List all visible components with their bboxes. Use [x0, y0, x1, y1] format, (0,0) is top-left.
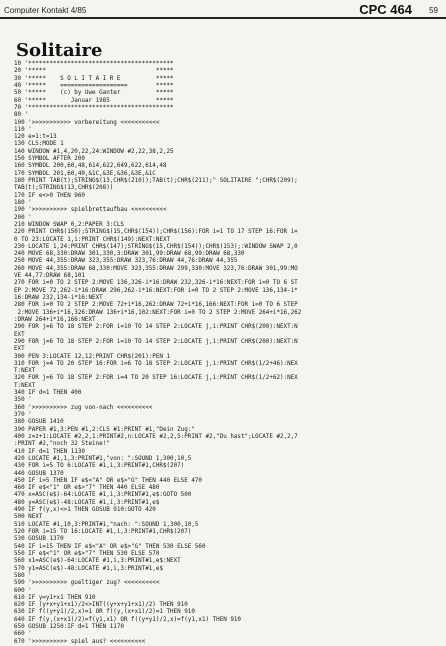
code-line: 470 x=ASC(e$)-64:LOCATE #1,i,3:PRINT#1,e$:GOTO 500 — [14, 492, 192, 499]
code-line: 40 '***** =================== ***** — [14, 82, 174, 89]
code-line: 380 GOSUB 1410 — [14, 419, 64, 426]
code-line: 100 '>>>>>>>>>>> vorbereitung <<<<<<<<<<< — [14, 119, 160, 126]
section-brand: CPC 464 — [359, 2, 412, 17]
code-line: 150 SYMBOL AFTER 200 — [14, 156, 85, 163]
code-line: 20 '***** ***** — [14, 68, 174, 75]
code-line: 600 ' — [14, 587, 32, 594]
page-header — [0, 0, 446, 20]
code-line: 300 PEN 3:LOCATE 12,12:PRINT CHR$(201):PEN 1 — [14, 353, 171, 360]
code-listing — [14, 61, 439, 645]
code-line: 0 TO 23:LOCATE 1,i:PRINT CHR$(149):NEXT:NEXT — [14, 236, 171, 243]
code-line: 240 MOVE 68,330:DRAW 301,330,3:DRAW 301,99:DRAW 68,99:DRAW 68,330 — [14, 251, 245, 258]
code-line: 160 SYMBOL 200,60,48,614,622,649,622,614,48 — [14, 163, 167, 170]
header-divider — [0, 17, 446, 19]
code-line: 2:MOVE 136+i*16,326:DRAW 136+i*16,102:NEXT:FOR i=0 TO 2 STEP 2:MOVE 264+i*16,262 — [14, 309, 302, 316]
code-line: 440 GOSUB 1370 — [14, 470, 64, 477]
article-title: Solitaire — [16, 40, 103, 61]
code-line: 510 LOCATE #1,10,3:PRINT#1,"nach: ":SOUND 1,300,10,5 — [14, 521, 199, 528]
code-line: 620 IF (y+x+y1+x1)/2<>INT((y+x+y1+x1)/2) THEN 910 — [14, 602, 188, 609]
code-line: 560 x1=ASC(e$)-64:LOCATE #1,i,3:PRINT#1,e$:NEXT — [14, 558, 181, 565]
code-line: 370 ' — [14, 412, 32, 418]
code-line: VE 44,77:DRAW 68,101 — [14, 273, 85, 280]
code-line: 650 GOSUB 1250:IF d=1 THEN 1170 — [14, 624, 124, 631]
code-line: EXT — [14, 331, 25, 338]
code-line: 520 FOR i=15 TO 16:LOCATE #1,i,3:PRINT#1,CHR$(207) — [14, 529, 192, 535]
code-line: 590 '>>>>>>>>>> gueltiger zug? <<<<<<<<<< — [14, 580, 160, 587]
code-line: :DRAW 264+i*16,166:NEXT — [14, 316, 96, 323]
code-line: 420 LOCATE #1,1,3:PRINT#1,"von: ":SOUND 1,300,10,5 — [14, 455, 192, 462]
code-line: EXT — [14, 346, 25, 353]
code-line: 320 FOR j=6 TO 18 STEP 2:FOR i=4 TO 20 STEP 16:LOCATE j,i:PRINT CHR$(1/2+62):NEX — [14, 375, 298, 382]
code-line: 430 FOR i=5 TO 6:LOCATE #1,i,3:PRINT#1,CHR$(207) — [14, 463, 185, 470]
code-line: 220 PRINT CHR$(150);STRING$(15,CHR$(154));CHR$(156):FOR i=1 TO 17 STEP 16:FOR i= — [14, 229, 298, 236]
code-line: 180 PRINT TAB(t);STRING$(13,CHR$(210));TAB(t);CHR$(211);" SOLITAIRE ";CHR$(209); — [14, 178, 298, 184]
code-line: 670 '>>>>>>>>>> spiel aus? <<<<<<<<<< — [14, 638, 146, 645]
code-line: 130 CLS:MODE 1 — [14, 141, 64, 148]
code-line: 580 ' — [14, 572, 32, 579]
code-line: 360 '>>>>>>>>>> zug von-nach <<<<<<<<<< — [14, 404, 153, 411]
code-line: 410 IF d=1 THEN 1130 — [14, 448, 85, 455]
code-line: T:NEXT — [14, 368, 36, 375]
code-line: 260 MOVE 44,355:DRAW 68,330:MOVE 323,355:DRAW 299,330:MOVE 323,76:DRAW 301,99:MO — [14, 265, 298, 272]
code-line: 120 e=1:t=13 — [14, 134, 57, 141]
code-line: 480 y=ASC(e$)-48:LOCATE #1,i,3:PRINT#1,e$ — [14, 499, 160, 506]
code-line: 140 WINDOW #1,4,20,22,24:WINDOW #2,22,38,2,25 — [14, 148, 174, 155]
code-line: 290 FOR j=6 TO 18 STEP 2:FOR i=10 TO 14 STEP 2:LOCATE j,i:PRINT CHR$(200):NEXT:N — [14, 324, 298, 331]
code-line: 490 IF f(y,x)<>1 THEN GOSUB 910:GOTO 420 — [14, 507, 156, 514]
code-line: 350 ' — [14, 397, 32, 404]
code-line: 110 ' — [14, 126, 32, 133]
code-line: 280 FOR i=0 TO 2 STEP 2:MOVE 72+i*16,262:DRAW 72+i*16,166:NEXT:FOR i=0 TO 6 STEP — [14, 302, 298, 309]
code-line: 60 '***** Januar 1985 ***** — [14, 97, 174, 104]
code-line: 70 '***************************************** — [14, 104, 174, 111]
code-line: 550 IF e$<"1" OR e$>"7" THEN 530 ELSE 570 — [14, 550, 160, 557]
code-line: 640 IF f(y,(x+x1)/2)=f(y1,x1) OR f((y+y1)/2,x)=f(y1,x1) THEN 910 — [14, 616, 241, 623]
code-line: 630 IF f((y+y1)/2,x)=1 OR f((y,(x+x1)/2)=1 THEN 910 — [14, 609, 195, 616]
code-line: 80 ' — [14, 112, 29, 119]
code-line: EP 2:MOVE 72,262-i*16:DRAW 296,262-i*16:NEXT:FOR i=0 TO 2 STEP 2:MOVE 136,134-i* — [14, 287, 298, 294]
code-line: :PRINT #2,"noch 32 Steine!" — [14, 441, 110, 448]
code-line: 400 z=z+1:LOCATE #2,2,1:PRINT#2,n:LOCATE #2,2,5:PRINT #2,"Du hast";LOCATE #2,2,7 — [14, 433, 298, 440]
code-line: 30 '***** S O L I T A I R E ***** — [14, 75, 174, 82]
code-line: 290 FOR j=6 TO 18 STEP 2:FOR i=10 TO 14 STEP 2:LOCATE j,i:PRINT CHR$(200):NEXT:N — [14, 338, 298, 345]
code-line: 500 NEXT — [14, 514, 43, 521]
code-line: 10 '***************************************** — [14, 61, 174, 67]
code-line: 200 ' — [14, 214, 32, 221]
code-line: 270 FOR i=0 TO 2 STEP 2:MOVE 136,326-i*16:DRAW 232,326-i*16:NEXT:FOR i=0 TO 6 ST — [14, 280, 298, 287]
code-line: 530 GOSUB 1370 — [14, 536, 64, 543]
code-line: 390 PAPER #1,3:PEN #1,2:CLS #1:PRINT #1,"Dein Zug:" — [14, 426, 195, 433]
code-line: 210 WINDOW SWAP 0,2:PAPER 3:CLS — [14, 221, 124, 228]
code-line: 460 IF e$<"1" OR e$>"7" THEN 440 ELSE 480 — [14, 485, 160, 492]
code-line: 340 IF d=1 THEN 400 — [14, 390, 82, 397]
code-line: TAB(t);STRING$(13,CHR$(208)) — [14, 185, 114, 192]
code-line: 230 LOCATE 1,24:PRINT CHR$(147);STRING$(15,CHR$(154));CHR$(153);:WINDOW SWAP 2,0 — [14, 243, 298, 250]
code-line: T:NEXT — [14, 382, 36, 389]
page-number: 59 — [429, 6, 438, 15]
code-line: 660 ' — [14, 631, 32, 638]
code-line: 610 IF y=y1+x1 THEN 910 — [14, 594, 96, 601]
code-line: 570 y1=ASC(e$)-48:LOCATE #1,i,3:PRINT#1,e$ — [14, 565, 163, 572]
code-line: 170 IF e<>0 THEN 960 — [14, 192, 85, 199]
magazine-issue: Computer Kontakt 4/85 — [4, 6, 87, 15]
code-line: 540 IF i=15 THEN IF e$<"A" OR e$>"G" THEN 530 ELSE 560 — [14, 543, 206, 550]
code-line: 250 MOVE 44,355:DRAW 323,355:DRAW 323,76:DRAW 44,76:DRAW 44,355 — [14, 258, 238, 265]
code-line: 190 '>>>>>>>>>> spielbrettaufbau <<<<<<<<<< — [14, 207, 167, 214]
code-line: 450 IF i=5 THEN IF e$<"A" OR e$>"G" THEN 440 ELSE 470 — [14, 477, 202, 484]
code-line: 310 FOR j=4 TO 20 STEP 16:FOR i=6 TO 18 STEP 2:LOCATE j,i:PRINT CHR$(1/2+46):NEX — [14, 360, 298, 367]
code-line: 180 ' — [14, 199, 32, 206]
code-line: 170 SYMBOL 201,60,40,&1C,&3E,&36,&3E,&1C — [14, 170, 156, 177]
code-line: 50 '***** (c) by Uwe Ganter ***** — [14, 90, 174, 97]
code-line: 16:DRAW 232,134-i*16:NEXT — [14, 295, 103, 301]
